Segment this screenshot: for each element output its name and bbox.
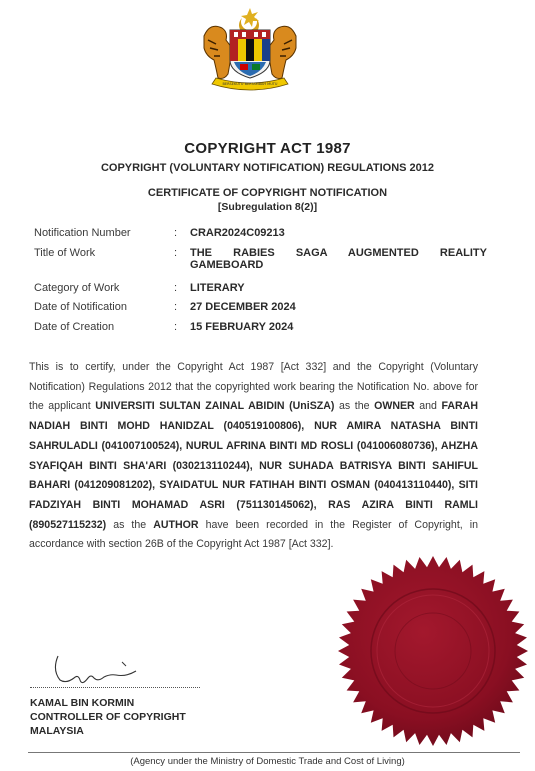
- author-role: AUTHOR: [153, 518, 199, 531]
- body-text-part: as the: [334, 400, 375, 413]
- signatory-country: MALAYSIA: [30, 725, 84, 737]
- detail-row: [34, 282, 490, 302]
- official-seal-icon: [336, 554, 530, 748]
- detail-value: 15 FEBRUARY 2024: [190, 320, 294, 333]
- detail-label: Title of Work: [34, 246, 96, 259]
- signatory-position: CONTROLLER OF COPYRIGHT: [30, 711, 186, 723]
- title-line-1: THE RABIES SAGA AUGMENTED REALITY: [190, 246, 487, 259]
- detail-row: [34, 247, 490, 282]
- detail-colon: :: [174, 227, 178, 239]
- detail-value: 27 DECEMBER 2024: [190, 301, 296, 313]
- detail-label: Date of Notification: [34, 301, 127, 313]
- detail-label: Date of Creation: [34, 320, 115, 333]
- detail-label: Notification Number: [34, 227, 131, 239]
- detail-row: [34, 301, 490, 321]
- detail-label: Category of Work: [34, 281, 120, 294]
- body-text-part: This is to certify, under the Copyright Act 1987 [Act 332] and the Copyright (Voluntary Notification) Regulations 2012 that the copyrighted work bearing the Notification No. above for the applicant: [29, 361, 478, 413]
- footer-divider: [28, 752, 520, 753]
- footer-agency-note: (Agency under the Ministry of Domestic Trade and Cost of Living): [130, 756, 405, 767]
- detail-row: [34, 321, 490, 341]
- detail-colon: :: [174, 320, 178, 333]
- page-title: COPYRIGHT ACT 1987: [184, 140, 351, 157]
- title-line-2: GAMEBOARD: [190, 258, 264, 271]
- detail-colon: :: [174, 301, 178, 313]
- detail-colon: :: [174, 246, 178, 259]
- certification-paragraph: [29, 358, 478, 555]
- detail-row: [34, 227, 490, 247]
- detail-colon: :: [174, 281, 178, 294]
- detail-value: LITERARY: [190, 281, 245, 294]
- subregulation-label: [Subregulation 8(2)]: [217, 201, 318, 213]
- signature-icon: [50, 650, 150, 690]
- owner-role: OWNER: [374, 400, 415, 413]
- detail-value: CRAR2024C09213: [190, 227, 285, 239]
- svg-text:BERSEKUTU BERTAMBAH MUTU: BERSEKUTU BERTAMBAH MUTU: [222, 82, 278, 86]
- details-table: [34, 227, 490, 340]
- detail-value: [190, 247, 490, 282]
- body-text-part: have been recorded in the Register of Copyright, in accordance with section 26B of the Copyright Act 1987 [Act 332].: [29, 518, 478, 551]
- regulations-subtitle: COPYRIGHT (VOLUNTARY NOTIFICATION) REGULATIONS 2012: [100, 162, 435, 174]
- certificate-heading: CERTIFICATE OF COPYRIGHT NOTIFICATION: [147, 187, 388, 199]
- body-text-part: as the: [106, 518, 154, 531]
- coat-of-arms-icon: [194, 6, 306, 92]
- signature-line: [30, 687, 200, 688]
- applicant-name: UNIVERSITI SULTAN ZAINAL ABIDIN (UniSZA): [95, 400, 335, 413]
- body-text-part: and: [414, 400, 442, 413]
- author-names: FARAH NADIAH BINTI MOHD HANIDZAL (040519100806), NUR AMIRA NATASHA BINTI SAHRULADLI (041007100524), NURUL AFRINA BINTI MD ROSLI (041006080736), AHZHA SYAFIQAH BINTI SHA'ARI (030213110244), NUR SUHADA BATRISYA BINTI SAHIFUL BAHARI (041209081202), SYAIDATUL NUR FATIHAH BINTI OSMAN (040413110440), SITI FADZIYAH BINTI MOHAMAD ASRI (751130145062), RAS AZIRA BINTI RAMLI (890527115232): [29, 400, 478, 531]
- signatory-name: KAMAL BIN KORMIN: [30, 697, 135, 709]
